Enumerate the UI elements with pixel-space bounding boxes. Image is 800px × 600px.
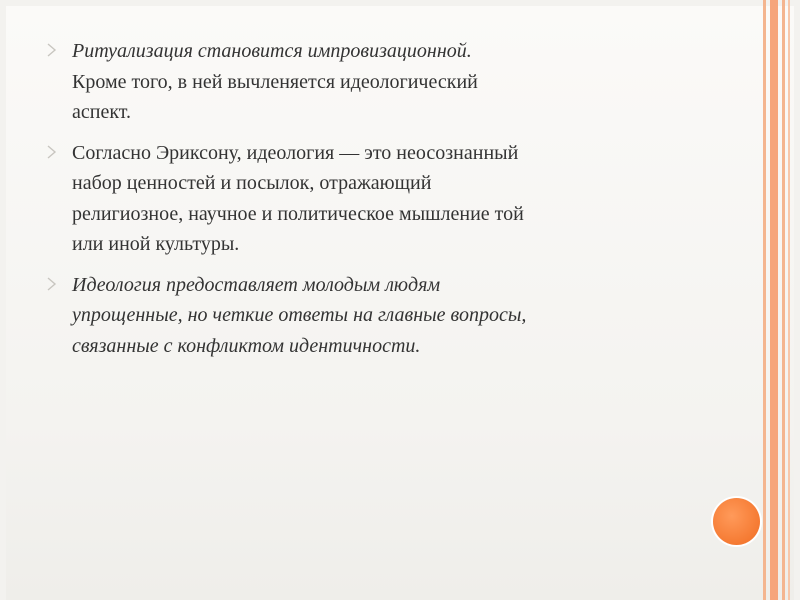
decorative-stripe (782, 0, 785, 600)
decorative-orange-circle (713, 498, 760, 545)
bullet-line: или иной культуры. (72, 233, 240, 255)
bullet-line: набор ценностей и посылок, отражающий (72, 172, 432, 194)
slide-content (44, 36, 724, 371)
arrow-bullet-icon (46, 276, 58, 292)
decorative-stripe (788, 0, 790, 600)
decorative-stripe (763, 0, 766, 600)
bullet-item (44, 36, 724, 128)
arrow-bullet-icon (46, 42, 58, 58)
bullet-line: религиозное, научное и политическое мышление той (72, 202, 524, 225)
bullet-line: Идеология предоставляет молодым людям (72, 273, 441, 296)
decorative-stripe (770, 0, 778, 600)
bullet-line: Согласно Эриксону, идеология — это неосознанный (72, 141, 519, 164)
bullet-line: Ритуализация становится импровизационной. (72, 40, 472, 62)
arrow-bullet-icon (46, 144, 58, 160)
bullet-item (44, 138, 724, 260)
bullet-line: аспект. (72, 101, 132, 123)
bullet-line: упрощенные, но четкие ответы на главные вопросы, (72, 304, 527, 326)
bullet-line: связанные с конфликтом идентичности. (72, 334, 421, 357)
bullet-item (44, 270, 724, 362)
bullet-line: Кроме того, в ней вычленяется идеологический (72, 70, 478, 93)
